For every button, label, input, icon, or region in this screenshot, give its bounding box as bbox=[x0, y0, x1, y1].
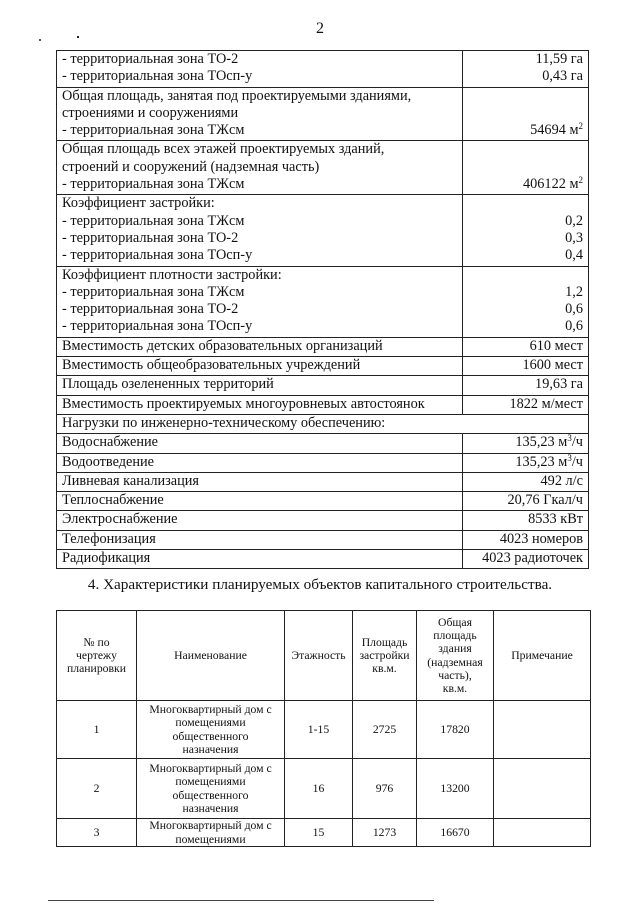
column-header bbox=[137, 611, 285, 701]
column-header-line: планировки bbox=[67, 662, 126, 676]
indicator-row bbox=[57, 376, 589, 395]
column-header-line: Площадь bbox=[361, 635, 408, 649]
column-header bbox=[353, 611, 417, 701]
superscript: 2 bbox=[578, 121, 583, 132]
indicator-row bbox=[57, 492, 589, 511]
indicator-row bbox=[57, 51, 589, 88]
indicator-label-line: Общая площадь, занятая под проектируемыми зданиями, bbox=[62, 87, 412, 104]
indicator-value-line: 1822 м/мест bbox=[509, 395, 583, 412]
indicator-label bbox=[57, 376, 463, 395]
column-header-line: Примечание bbox=[511, 648, 573, 662]
indicator-label-line: Теплоснабжение bbox=[62, 492, 164, 509]
building-area: 1273 bbox=[353, 819, 417, 847]
column-header-line: (надземная bbox=[427, 655, 483, 669]
indicator-label-line: Электроснабжение bbox=[62, 511, 178, 528]
indicator-label-line: - территориальная зона ТЖсм bbox=[62, 176, 245, 193]
indicator-row bbox=[57, 87, 589, 141]
indicator-value bbox=[463, 550, 589, 569]
indicator-value bbox=[463, 530, 589, 549]
indicator-value-line: 11,59 га bbox=[535, 51, 583, 67]
superscript: 2 bbox=[578, 175, 583, 186]
indicator-value bbox=[463, 376, 589, 395]
indicator-value-line: 19,63 га bbox=[535, 376, 583, 393]
indicator-row bbox=[57, 337, 589, 356]
indicator-label bbox=[57, 453, 463, 472]
indicator-value-line: 1600 мест bbox=[522, 357, 583, 374]
building-name-line: общественного bbox=[172, 788, 249, 802]
building-floors: 15 bbox=[285, 819, 353, 847]
building-name-line: общественного bbox=[172, 729, 249, 743]
indicator-row bbox=[57, 550, 589, 569]
building-total-area: 13200 bbox=[417, 759, 494, 819]
indicator-value bbox=[463, 51, 589, 88]
building-total-area: 17820 bbox=[417, 701, 494, 759]
building-name-line: помещениями bbox=[175, 716, 246, 730]
building-row bbox=[57, 819, 591, 847]
indicator-label-line: - территориальная зона ТО-2 bbox=[62, 229, 239, 246]
indicator-label-line: Радиофикация bbox=[62, 550, 151, 567]
building-number: 2 bbox=[57, 759, 137, 819]
building-name-line: назначения bbox=[182, 801, 239, 815]
column-header bbox=[494, 611, 591, 701]
building-name bbox=[137, 701, 285, 759]
indicator-value-line: 4023 номеров bbox=[499, 530, 583, 547]
indicator-label bbox=[57, 530, 463, 549]
building-name-line: Многоквартирный дом с bbox=[149, 819, 272, 833]
indicator-value bbox=[463, 492, 589, 511]
column-header-line: кв.м. bbox=[442, 681, 468, 695]
indicator-label bbox=[57, 472, 463, 491]
column-header-line: чертежу bbox=[76, 648, 117, 662]
indicator-label-line: Нагрузки по инженерно-техническому обеспечению: bbox=[62, 414, 386, 431]
column-header-line: Этажность bbox=[291, 648, 346, 662]
indicator-value-line: 0,6 bbox=[565, 301, 583, 318]
indicator-label-line: - территориальная зона ТОсп-у bbox=[62, 68, 253, 85]
indicator-label bbox=[57, 266, 463, 337]
indicator-label bbox=[57, 337, 463, 356]
indicator-value-line: 135,23 $м^3/ч$ bbox=[515, 452, 583, 470]
indicator-value-line: 610 мест bbox=[529, 337, 583, 354]
indicator-label-line: - территориальная зона ТОсп-у bbox=[62, 318, 253, 335]
indicator-label-line: Вместимость общеобразовательных учреждений bbox=[62, 357, 361, 374]
superscript: 3 bbox=[567, 433, 572, 444]
indicator-row bbox=[57, 453, 589, 472]
indicator-value bbox=[463, 434, 589, 453]
buildings-header-row bbox=[57, 611, 591, 701]
page-number: 2 bbox=[316, 20, 324, 37]
indicator-value-line: 0,3 bbox=[565, 229, 583, 246]
indicator-label-line: Вместимость детских образовательных организаций bbox=[62, 337, 383, 354]
building-note bbox=[494, 819, 591, 847]
superscript: 3 bbox=[567, 452, 572, 463]
building-name-line: Многоквартирный дом с bbox=[149, 762, 272, 776]
building-number: 3 bbox=[57, 819, 137, 847]
column-header bbox=[285, 611, 353, 701]
indicator-label bbox=[57, 492, 463, 511]
building-name-line: Многоквартирный дом с bbox=[149, 703, 272, 717]
indicator-row bbox=[57, 395, 589, 414]
indicator-label bbox=[57, 357, 463, 376]
indicator-value bbox=[463, 195, 589, 266]
indicator-label bbox=[57, 141, 463, 195]
indicator-label bbox=[57, 511, 463, 530]
bottom-rule bbox=[48, 900, 434, 901]
indicator-label-line: строениями и сооружениями bbox=[62, 104, 239, 121]
building-total-area: 16670 bbox=[417, 819, 494, 847]
indicator-value-line: 4023 радиоточек bbox=[482, 550, 583, 567]
indicator-label-line: Телефонизация bbox=[62, 530, 156, 547]
building-note bbox=[494, 701, 591, 759]
column-header bbox=[417, 611, 494, 701]
indicator-label-line: - территориальная зона ТО-2 bbox=[62, 51, 239, 67]
indicator-label-line: - территориальная зона ТЖсм bbox=[62, 212, 245, 229]
indicator-label-line: Ливневая канализация bbox=[62, 472, 200, 489]
indicator-value-line: 8533 кВт bbox=[528, 511, 583, 528]
indicator-label-line: Коэффициент застройки: bbox=[62, 195, 215, 212]
indicator-row bbox=[57, 472, 589, 491]
indicator-value bbox=[463, 357, 589, 376]
column-header-line: Общая bbox=[438, 615, 472, 629]
indicator-label bbox=[57, 195, 463, 266]
column-header-line: часть), bbox=[438, 668, 472, 682]
building-number: 1 bbox=[57, 701, 137, 759]
indicator-value bbox=[463, 87, 589, 141]
indicator-value-line: 0,4 bbox=[565, 247, 583, 264]
building-row bbox=[57, 759, 591, 819]
building-name bbox=[137, 819, 285, 847]
building-area: 976 bbox=[353, 759, 417, 819]
column-header-line: застройки bbox=[359, 648, 410, 662]
indicator-label-line: Общая площадь всех этажей проектируемых зданий, bbox=[62, 141, 385, 158]
indicator-value-line: 0,6 bbox=[565, 318, 583, 335]
indicator-row bbox=[57, 266, 589, 337]
building-note bbox=[494, 759, 591, 819]
indicator-label-line: - территориальная зона ТО-2 bbox=[62, 301, 239, 318]
column-header-line: Наименование bbox=[174, 648, 247, 662]
section-heading: 4. Характеристики планируемых объектов капитального строительства. bbox=[87, 576, 553, 593]
indicator-value-line: 492 л/с bbox=[540, 472, 583, 489]
indicator-value bbox=[463, 266, 589, 337]
indicator-row bbox=[57, 141, 589, 195]
indicator-row bbox=[57, 195, 589, 266]
indicator-value bbox=[463, 511, 589, 530]
indicator-value bbox=[463, 141, 589, 195]
buildings-table bbox=[56, 610, 591, 847]
building-floors: 1-15 bbox=[285, 701, 353, 759]
building-name-line: помещениями bbox=[175, 832, 246, 846]
indicator-label-line: Водоснабжение bbox=[62, 434, 158, 451]
column-header-line: площадь bbox=[433, 629, 477, 643]
indicator-value-line: 20,76 Гкал/ч bbox=[507, 492, 583, 509]
column-header-line: здания bbox=[438, 642, 472, 656]
scan-speck bbox=[77, 36, 79, 38]
column-header bbox=[57, 611, 137, 701]
indicator-value-line: 0,2 bbox=[565, 212, 583, 229]
indicator-label bbox=[57, 550, 463, 569]
indicator-label-line: - территориальная зона ТЖсм bbox=[62, 122, 245, 139]
indicator-row bbox=[57, 511, 589, 530]
indicator-value bbox=[463, 337, 589, 356]
building-row bbox=[57, 701, 591, 759]
indicator-label-line: Площадь озелененных территорий bbox=[62, 376, 274, 393]
building-name bbox=[137, 759, 285, 819]
indicator-value-line: 135,23 $м^3/ч$ bbox=[515, 433, 583, 451]
indicator-row bbox=[57, 414, 589, 433]
indicator-row bbox=[57, 530, 589, 549]
building-floors: 16 bbox=[285, 759, 353, 819]
indicator-value bbox=[463, 472, 589, 491]
indicator-value-line: 54694 $м^2$ bbox=[530, 121, 583, 139]
building-name-line: помещениями bbox=[175, 775, 246, 789]
indicator-label-line: - территориальная зона ТОсп-у bbox=[62, 247, 253, 264]
indicator-label bbox=[57, 414, 589, 433]
indicator-row bbox=[57, 434, 589, 453]
indicators-table bbox=[56, 50, 589, 569]
indicator-label-line: Водоотведение bbox=[62, 453, 154, 470]
column-header-line: № по bbox=[83, 635, 110, 649]
indicator-label-line: Коэффициент плотности застройки: bbox=[62, 266, 282, 283]
indicator-value bbox=[463, 453, 589, 472]
indicator-value-line: 406122 $м^2$ bbox=[522, 175, 583, 193]
building-name-line: назначения bbox=[182, 742, 239, 756]
indicator-value-line: 0,43 га bbox=[542, 68, 583, 85]
indicator-label bbox=[57, 87, 463, 141]
building-area: 2725 bbox=[353, 701, 417, 759]
indicator-label bbox=[57, 434, 463, 453]
indicator-label-line: Вместимость проектируемых многоуровневых автостоянок bbox=[62, 395, 425, 412]
indicator-label bbox=[57, 51, 463, 88]
indicator-label-line: строений и сооружений (надземная часть) bbox=[62, 158, 320, 175]
indicator-label-line: - территориальная зона ТЖсм bbox=[62, 283, 245, 300]
scan-speck bbox=[39, 39, 41, 41]
indicator-label bbox=[57, 395, 463, 414]
indicator-row bbox=[57, 357, 589, 376]
indicator-value bbox=[463, 395, 589, 414]
indicator-value-line: 1,2 bbox=[565, 283, 583, 300]
column-header-line: кв.м. bbox=[372, 662, 397, 676]
